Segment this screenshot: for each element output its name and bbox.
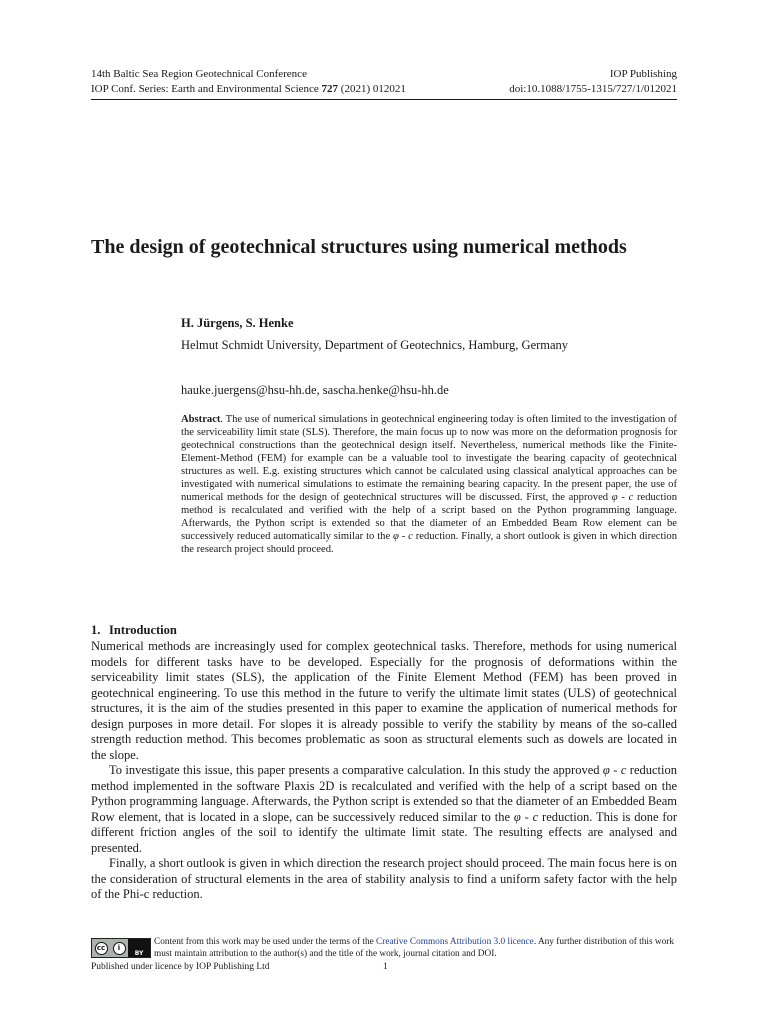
phi-c-symbol: φ - c <box>602 763 627 777</box>
author-emails: hauke.juergens@hsu-hh.de, sascha.henke@hsu-hh.de <box>181 383 449 397</box>
license-text-post: . Any further distribution of this work must maintain attribution to the author(s) and the title of the work, journal citation and DOI. <box>154 937 675 959</box>
series-name: IOP Conf. Series: Earth and Environmental Science <box>91 83 322 95</box>
page-number: 1 <box>383 962 388 972</box>
abstract-text-1: . The use of numerical simulations in geotechnical engineering today is often limited to the investigation of the serviceability limit state (SLS). Therefore, the main focus up to now was more on the deformation prognosis for geotechnical constructions than the geotechnical design itself. Nevertheless, numerical methods like the Finite-Element-Method (FEM) for example can be a valuable tool to investigate the bearing capacity of geotechnical structures as well. E.g. existing structures which cannot be calculated using classical analytical approaches can be investigated with numerical simulations to estimate the remaining bearing capacity. In the present paper, the use of numerical methods for the design of geotechnical structures will be discussed. First, the approved <box>181 414 677 503</box>
published-by: Published under licence by IOP Publishing Ltd <box>91 962 270 972</box>
affiliation: Helmut Schmidt University, Department of Geotechnics, Hamburg, Germany <box>181 338 569 352</box>
author-list: H. Jürgens, S. Henke <box>181 316 294 330</box>
paragraph-2-text-c: reduction. This is done for different friction angles of the soil to identify the ultimate limit state. The resulting effects are analysed and presented. <box>91 809 677 855</box>
publisher-name: IOP Publishing <box>609 68 677 80</box>
abstract-label: Abstract <box>181 414 221 425</box>
paragraph-2-text-a: To investigate this issue, this paper presents a comparative calculation. In this study the approved <box>109 763 603 777</box>
conference-name: 14th Baltic Sea Region Geotechnical Conference <box>91 68 307 80</box>
section-number: 1. <box>91 623 101 637</box>
paragraph-3: Finally, a short outlook is given in which direction the research project should proceed. The main focus here is on the consideration of structural elements in the area of stability analysis to find a uniform safety factor with the help of the Phi-c reduction. <box>91 856 677 901</box>
paragraph-2-text-b: reduction method implemented in the software Plaxis 2D is recalculated and verified with the help of a script based on the Python programming language. Afterwards, the Python script is extended so that the diameter of an Embedded Beam Row element, that is located in a slope, can be successively reduced similar to the <box>91 763 677 824</box>
series-citation <box>91 82 406 96</box>
section-body <box>91 639 677 903</box>
abstract-text-2: reduction method is recalculated and verified with the help of a script based on the Python programming language. Afterwards, the Python script is extended so that the diameter of an Embedded Beam Row element can be successively reduced automatically similar to the <box>181 492 677 542</box>
section-heading <box>91 623 177 638</box>
running-header-bottom <box>91 82 677 96</box>
paper-title: The design of geotechnical structures using numerical methods <box>91 236 627 258</box>
running-header-top <box>91 67 677 81</box>
section-title: Introduction <box>109 623 177 637</box>
cc-icon: cc <box>95 942 108 955</box>
license-text-pre: Content from this work may be used under the terms of the <box>154 937 377 947</box>
phi-c-symbol: φ - c <box>611 492 634 503</box>
cc-by-license-logo <box>91 938 151 958</box>
year-issue: (2021) 012021 <box>338 83 406 95</box>
license-statement <box>154 937 677 960</box>
by-label: BY <box>128 939 150 957</box>
abstract <box>181 413 677 556</box>
cc-icons <box>92 939 128 957</box>
phi-c-symbol: φ - c <box>393 531 413 542</box>
volume-number: 727 <box>321 83 339 95</box>
attribution-icon: i <box>113 942 126 955</box>
paragraph-2 <box>91 763 677 856</box>
license-link[interactable]: Creative Commons Attribution 3.0 licence <box>376 937 534 947</box>
doi: doi:10.1088/1755-1315/727/1/012021 <box>509 83 677 95</box>
header-rule <box>91 99 677 100</box>
abstract-text-3: reduction. Finally, a short outlook is given in which direction the research project should proceed. <box>181 531 677 555</box>
paragraph-1: Numerical methods are increasingly used for complex geotechnical tasks. Therefore, methods for using numerical models for different tasks have to be developed. Especially for the prognosis of deformations within the serviceability limit states (SLS), the application of the Finite Element Method (FEM) has been proved in geotechnical engineering. To use this method in the future to verify the ultimate limit states (ULS) of geotechnical structures, it is the aim of the studies presented in this paper to examine the application of numerical methods for design purposes in more detail. For slopes it is already possible to verify the stability by means of the so-called strength reduction method. This becomes problematic as soon as structural elements such as dowels are located in the slope. <box>91 639 677 762</box>
phi-c-symbol: φ - c <box>513 809 539 824</box>
